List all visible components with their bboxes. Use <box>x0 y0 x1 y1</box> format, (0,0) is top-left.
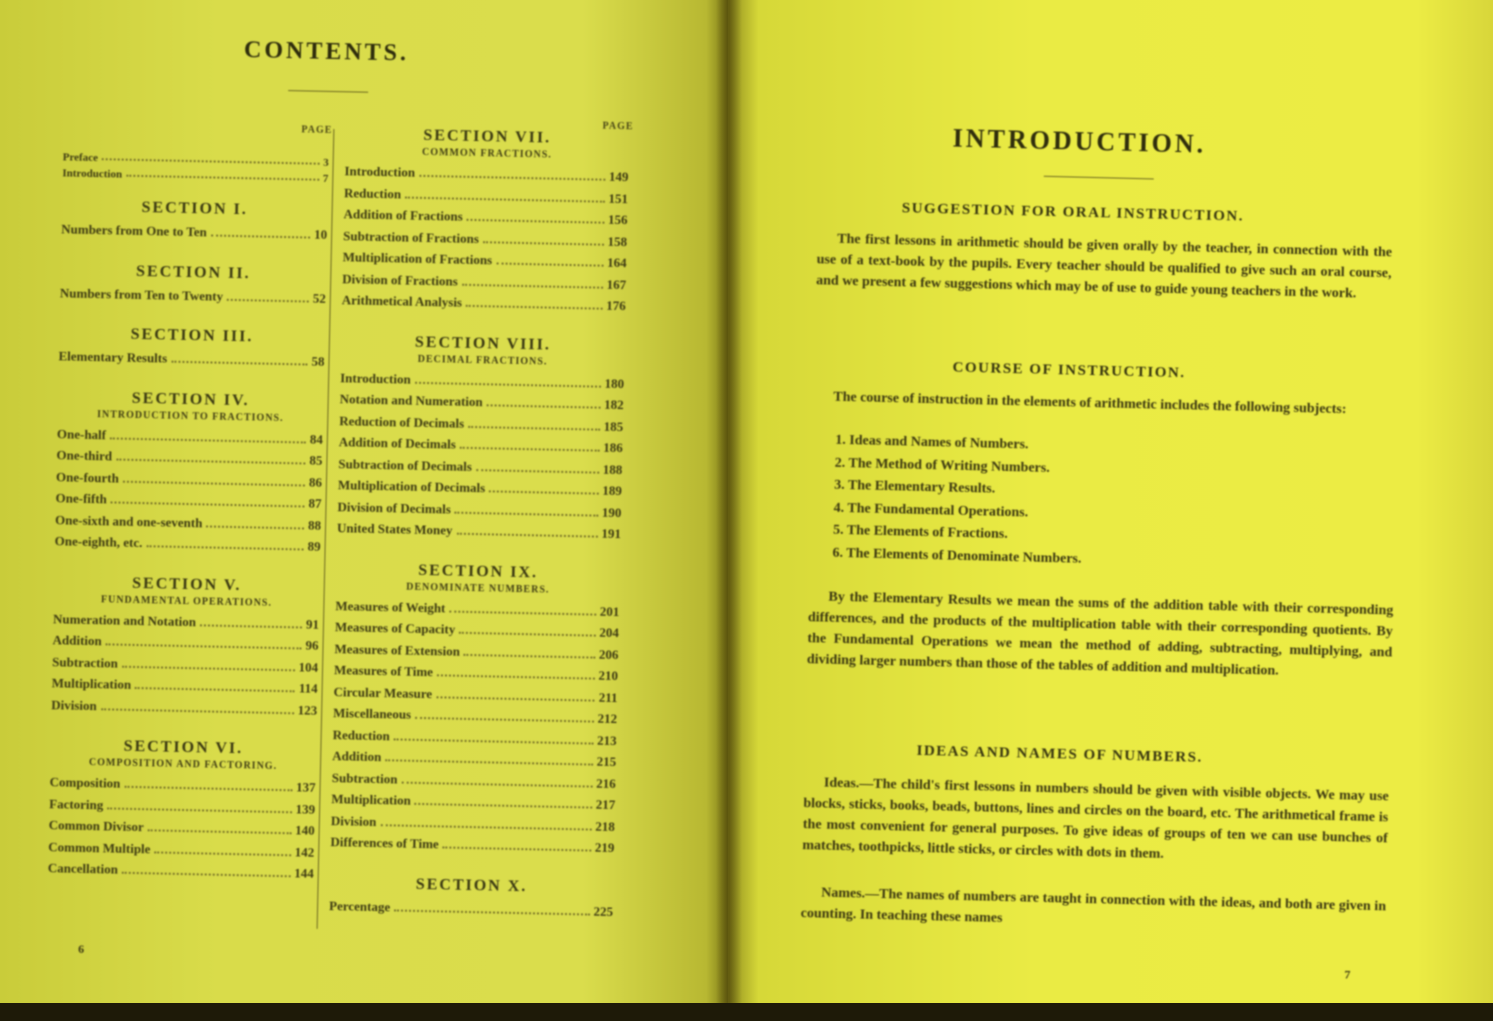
toc-leader-dots <box>394 909 589 915</box>
page-column-header-right: PAGE <box>602 120 634 133</box>
toc-entry <box>342 271 626 293</box>
toc-entry-page: 52 <box>312 290 326 306</box>
heading-course-of-instruction: COURSE OF INSTRUCTION. <box>952 359 1186 382</box>
toc-leader-dots <box>449 610 595 615</box>
toc-section-heading: SECTION IX. <box>418 561 539 581</box>
toc-leader-dots <box>464 653 595 658</box>
toc-entry-page: 215 <box>596 753 617 770</box>
toc-entry-page: 7 <box>322 172 329 185</box>
toc-section-heading: SECTION X. <box>415 875 528 895</box>
toc-entry-page: 104 <box>298 658 319 675</box>
toc-entry-page: 142 <box>294 843 315 860</box>
toc-entry-label: Addition <box>332 748 382 765</box>
toc-entry-label: Multiplication of Decimals <box>337 477 486 496</box>
toc-section-heading: SECTION IV. <box>131 389 250 409</box>
toc-entry-page: 189 <box>602 482 623 499</box>
toc-entry-page: 86 <box>308 474 323 490</box>
toc-section-heading: SECTION VI. <box>123 737 244 758</box>
toc-leader-dots <box>460 447 600 452</box>
toc-leader-dots <box>200 624 302 628</box>
toc-leader-dots <box>148 829 292 834</box>
toc-entry-page: 140 <box>295 822 315 838</box>
toc-entry <box>55 490 321 512</box>
toc-leader-dots <box>123 480 305 486</box>
toc-entry-label: Numeration and Notation <box>52 610 197 629</box>
toc-section-subtitle: INTRODUCTION TO FRACTIONS. <box>96 408 284 424</box>
toc-entry-label: United States Money <box>336 520 453 538</box>
toc-leader-dots <box>122 665 295 671</box>
toc-entry <box>52 632 318 654</box>
toc-leader-dots <box>111 501 305 507</box>
toc-leader-dots <box>467 219 604 224</box>
introduction-title: INTRODUCTION. <box>952 123 1207 159</box>
toc-entry-label: Introduction <box>340 369 411 387</box>
toc-leader-dots <box>443 846 591 851</box>
toc-entry-label: One-fifth <box>55 490 108 507</box>
toc-entry-page: 186 <box>603 439 623 456</box>
toc-leader-dots <box>394 738 593 744</box>
heading-oral-instruction: SUGGESTION FOR ORAL INSTRUCTION. <box>901 200 1245 225</box>
toc-entry <box>48 839 314 861</box>
paragraph-course-intro: The course of instruction in the elements of arithmetic includes the following subjects: <box>833 389 1347 418</box>
toc-leader-dots <box>466 305 602 310</box>
toc-entry <box>334 641 618 663</box>
toc-section-subtitle: COMMON FRACTIONS. <box>421 146 552 161</box>
toc-entry-page: 149 <box>608 168 629 185</box>
paragraph-names: Names.—The names of numbers are taught in connection with the ideas, and both are given in counting. In teaching these names <box>800 885 1387 926</box>
course-subject-item: 2. The Method of Writing Numbers. <box>834 455 1050 476</box>
toc-entry <box>51 697 317 719</box>
toc-entry-label: Measures of Time <box>333 662 434 680</box>
toc-entry-label: Measures of Capacity <box>334 619 456 637</box>
toc-leader-dots <box>459 632 595 637</box>
toc-leader-dots <box>419 175 605 181</box>
toc-entry <box>335 619 619 641</box>
toc-leader-dots <box>483 241 604 246</box>
toc-entry <box>55 533 321 555</box>
toc-leader-dots <box>146 545 303 550</box>
toc-leader-dots <box>107 807 291 813</box>
toc-entry <box>53 611 319 633</box>
toc-entry-page: 188 <box>602 461 623 477</box>
toc-section-heading: SECTION II. <box>135 262 251 282</box>
toc-entry-label: Addition of Decimals <box>338 434 456 452</box>
paragraph-ideas: Ideas.—The child's first lessons in numbers should be given with visible objects. We may use blocks, sticks, books, beads, buttons, lines and circles on the board, etc. The arithmetical frame is the most convenient for general purposes. To give ideas of groups of ten we can use bunches of matches, toothpicks, little sticks, or circles with dots in them. <box>802 775 1389 862</box>
toc-entry-label: Multiplication <box>51 675 132 692</box>
toc-entry-label: One-half <box>56 425 107 442</box>
toc-entry <box>55 512 321 534</box>
toc-entry-page: 176 <box>606 297 626 314</box>
toc-entry-page: 164 <box>606 254 627 271</box>
toc-entry <box>52 675 318 697</box>
toc-leader-dots <box>102 158 319 165</box>
course-subject-item: 3. The Elementary Results. <box>833 477 996 497</box>
toc-entry-page: 218 <box>595 818 615 834</box>
course-subject-list <box>832 432 1255 567</box>
toc-entry <box>58 348 324 370</box>
toc-entry <box>63 151 329 169</box>
toc-section-heading: SECTION V. <box>132 574 242 594</box>
toc-entry-page: 185 <box>603 418 624 434</box>
toc-leader-dots <box>462 283 603 288</box>
toc-entry-label: Addition of Fractions <box>343 206 463 224</box>
toc-entry <box>344 163 628 185</box>
contents-page <box>0 0 728 1003</box>
course-subject-item: 6. The Elements of Denominate Numbers. <box>832 545 1082 567</box>
toc-entry <box>60 285 326 307</box>
toc-leader-dots <box>110 437 306 443</box>
toc-entry-label: Elementary Results <box>58 348 168 366</box>
toc-entry <box>56 469 322 491</box>
toc-entry-label: One-sixth and one-seventh <box>54 511 203 530</box>
toc-entry-label: Arithmetical Analysis <box>341 292 463 310</box>
toc-leader-dots <box>122 872 290 878</box>
toc-entry <box>52 654 318 676</box>
toc-entry-label: Factoring <box>49 795 104 812</box>
toc-entry <box>57 426 323 448</box>
toc-leader-dots <box>171 361 307 366</box>
toc-entry-page: 206 <box>598 646 619 662</box>
toc-entry <box>56 447 322 469</box>
toc-entry <box>338 477 622 499</box>
toc-entry <box>331 813 615 835</box>
toc-entry <box>340 370 624 392</box>
contents-title: CONTENTS. <box>243 37 410 67</box>
toc-leader-dots <box>101 708 294 714</box>
toc-section-subtitle: DECIMAL FRACTIONS. <box>417 353 548 368</box>
toc-leader-dots <box>496 262 603 266</box>
introduction-page <box>728 0 1493 1003</box>
toc-entry-page: 114 <box>298 680 318 696</box>
toc-entry <box>338 456 622 478</box>
toc-entry-label: Introduction <box>62 167 123 181</box>
toc-entry-label: Multiplication of Fractions <box>342 249 493 268</box>
toc-leader-dots <box>116 459 305 465</box>
toc-entry-page: 219 <box>594 839 615 856</box>
toc-entry-page: 89 <box>307 538 321 554</box>
intro-title-rule <box>1044 176 1154 180</box>
toc-entry <box>343 206 627 228</box>
toc-entry <box>339 434 623 456</box>
toc-entry <box>49 817 315 839</box>
toc-entry <box>343 249 627 271</box>
toc-entry-label: Subtraction <box>52 653 119 671</box>
book-gutter <box>716 0 742 1003</box>
toc-entry <box>333 727 617 749</box>
toc-entry-label: Miscellaneous <box>332 705 412 722</box>
toc-entry-page: 182 <box>604 396 624 413</box>
toc-section-heading: SECTION I. <box>141 199 248 219</box>
toc-entry-label: Introduction <box>344 163 416 180</box>
toc-section-heading: SECTION III. <box>130 325 254 346</box>
page-number-left: 6 <box>77 941 85 956</box>
toc-entry-page: 144 <box>294 865 314 881</box>
toc-entry-label: One-fourth <box>55 468 120 486</box>
toc-leader-dots <box>126 175 319 181</box>
toc-entry-label: One-third <box>56 447 113 464</box>
toc-leader-dots <box>468 425 600 430</box>
toc-entry <box>332 748 616 770</box>
toc-section-subtitle: FUNDAMENTAL OPERATIONS. <box>100 593 273 609</box>
toc-leader-dots <box>415 717 594 723</box>
toc-section-subtitle: COMPOSITION AND FACTORING. <box>88 757 278 772</box>
toc-entry <box>333 684 617 706</box>
toc-entry-page: 190 <box>601 504 622 520</box>
toc-leader-dots <box>211 234 310 238</box>
toc-leader-dots <box>489 490 598 494</box>
toc-entry-label: Composition <box>49 774 121 791</box>
toc-entry-label: Measures of Weight <box>335 597 446 615</box>
heading-ideas-and-names: IDEAS AND NAMES OF NUMBERS. <box>916 742 1203 766</box>
toc-entry-page: 10 <box>314 226 328 242</box>
toc-leader-dots <box>227 298 309 302</box>
page-number-right: 7 <box>1344 967 1351 982</box>
toc-leader-dots <box>455 511 598 516</box>
contents-column-1 <box>47 151 331 881</box>
toc-entry-page: 167 <box>606 276 627 292</box>
course-subject-item: 4. The Fundamental Operations. <box>833 500 1029 520</box>
toc-entry-label: Common Divisor <box>48 817 144 835</box>
toc-entry <box>329 898 613 920</box>
toc-entry <box>343 228 627 250</box>
toc-entry-page: 217 <box>595 796 616 813</box>
toc-entry-page: 201 <box>599 603 620 619</box>
toc-leader-dots <box>124 786 292 792</box>
toc-entry-label: Reduction of Decimals <box>339 412 465 431</box>
toc-entry <box>337 499 621 521</box>
toc-entry <box>335 598 619 620</box>
toc-entry-label: Subtraction <box>331 769 398 786</box>
toc-entry-page: 88 <box>307 517 322 533</box>
toc-section-heading: SECTION VII. <box>423 126 552 147</box>
toc-entry-label: One-eighth, etc. <box>54 533 143 551</box>
toc-leader-dots <box>154 851 290 856</box>
toc-leader-dots <box>487 404 601 408</box>
toc-leader-dots <box>135 687 295 692</box>
toc-entry-page: 158 <box>607 233 628 249</box>
toc-entry-page: 3 <box>323 156 329 169</box>
toc-entry-page: 212 <box>597 710 618 727</box>
course-subject-item: 1. Ideas and Names of Numbers. <box>835 432 1029 453</box>
toc-entry-label: Numbers from One to Ten <box>61 221 208 240</box>
toc-section-subtitle: DENOMINATE NUMBERS. <box>406 581 550 596</box>
toc-entry-page: 216 <box>596 775 616 791</box>
toc-entry <box>62 167 328 185</box>
toc-leader-dots <box>385 759 592 765</box>
toc-leader-dots <box>106 643 302 649</box>
toc-leader-dots <box>380 824 591 830</box>
toc-entry-page: 151 <box>608 190 629 206</box>
title-rule <box>288 90 368 93</box>
toc-entry <box>337 520 621 542</box>
toc-entry-page: 180 <box>604 375 625 391</box>
toc-entry <box>49 796 315 818</box>
toc-leader-dots <box>405 196 604 202</box>
toc-entry <box>49 774 315 796</box>
toc-leader-dots <box>415 381 601 387</box>
toc-entry-page: 85 <box>309 452 323 468</box>
toc-entry-label: Multiplication <box>331 791 411 808</box>
toc-leader-dots <box>206 525 304 529</box>
contents-body <box>0 0 728 1018</box>
toc-entry-page: 87 <box>308 495 322 511</box>
toc-entry-page: 139 <box>295 800 316 817</box>
toc-entry <box>344 185 628 207</box>
toc-entry-page: 58 <box>311 353 325 369</box>
toc-entry <box>339 413 623 435</box>
toc-entry-label: Common Multiple <box>48 838 151 856</box>
toc-entry-label: Percentage <box>328 897 391 914</box>
toc-entry-label: Circular Measure <box>333 683 433 701</box>
introduction-body <box>703 0 1492 1021</box>
toc-entry-label: Subtraction of Fractions <box>342 227 480 246</box>
paragraph-elementary-results: By the Elementary Results we mean the sums of the addition table with their corresponding differences, and the products of the multiplication table with their corresponding quotients. By the Fundamental Operations we mean the method of adding, subtracting, multiplying, and dividing larger numbers than those of the tables of addition and multiplication. <box>806 589 1394 679</box>
toc-entry-page: 84 <box>309 431 324 447</box>
toc-entry-page: 156 <box>607 211 628 228</box>
toc-leader-dots <box>401 781 592 787</box>
toc-entry-label: Subtraction of Decimals <box>338 455 473 474</box>
toc-entry-label: Numbers from Ten to Twenty <box>59 284 224 304</box>
toc-entry-label: Division of Decimals <box>337 498 451 517</box>
toc-entry-label: Differences of Time <box>330 834 439 852</box>
toc-entry-label: Reduction <box>343 184 402 201</box>
toc-leader-dots <box>436 696 595 701</box>
paragraph-oral-instruction: The first lessons in arithmetic should be given orally by the teacher, in connection with the use of a text-book by the pupils. Every teacher should be qualified to give such an oral course, and we present a few suggestions which may be of use to guide young teachers in the work. <box>815 231 1393 302</box>
toc-entry-page: 211 <box>598 689 618 705</box>
toc-entry-page: 213 <box>596 732 617 748</box>
toc-entry-page: 225 <box>593 903 614 919</box>
toc-entry-page: 91 <box>305 616 320 632</box>
toc-entry <box>332 770 616 792</box>
toc-entry <box>330 834 614 856</box>
toc-entry-label: Cancellation <box>47 860 119 877</box>
toc-leader-dots <box>437 674 595 679</box>
toc-entry-label: Division <box>51 696 97 713</box>
toc-entry-label: Measures of Extension <box>334 640 461 659</box>
toc-entry <box>334 662 618 684</box>
toc-leader-dots <box>476 469 599 474</box>
course-subject-item: 5. The Elements of Fractions. <box>832 522 1008 542</box>
toc-entry-page: 191 <box>601 525 622 542</box>
toc-entry <box>61 221 327 243</box>
toc-entry <box>331 791 615 813</box>
toc-leader-dots <box>456 533 597 538</box>
toc-entry <box>48 860 314 882</box>
toc-entry-label: Preface <box>62 151 99 165</box>
toc-entry-label: Reduction <box>332 726 390 743</box>
toc-entry <box>342 292 626 314</box>
toc-section-heading: SECTION VIII. <box>414 333 552 354</box>
page-column-header: PAGE <box>301 124 333 136</box>
toc-entry-page: 204 <box>599 624 620 641</box>
toc-entry-page: 123 <box>297 701 318 718</box>
toc-entry-page: 96 <box>305 637 319 653</box>
toc-entry-label: Division of Fractions <box>342 270 458 289</box>
toc-leader-dots <box>415 803 592 809</box>
toc-entry-page: 137 <box>295 779 316 795</box>
toc-entry-page: 210 <box>598 667 619 684</box>
toc-entry-label: Notation and Numeration <box>339 391 483 410</box>
toc-entry-label: Addition <box>52 632 102 649</box>
toc-entry <box>333 705 617 727</box>
toc-entry <box>340 391 624 413</box>
toc-entry-label: Division <box>330 812 377 829</box>
